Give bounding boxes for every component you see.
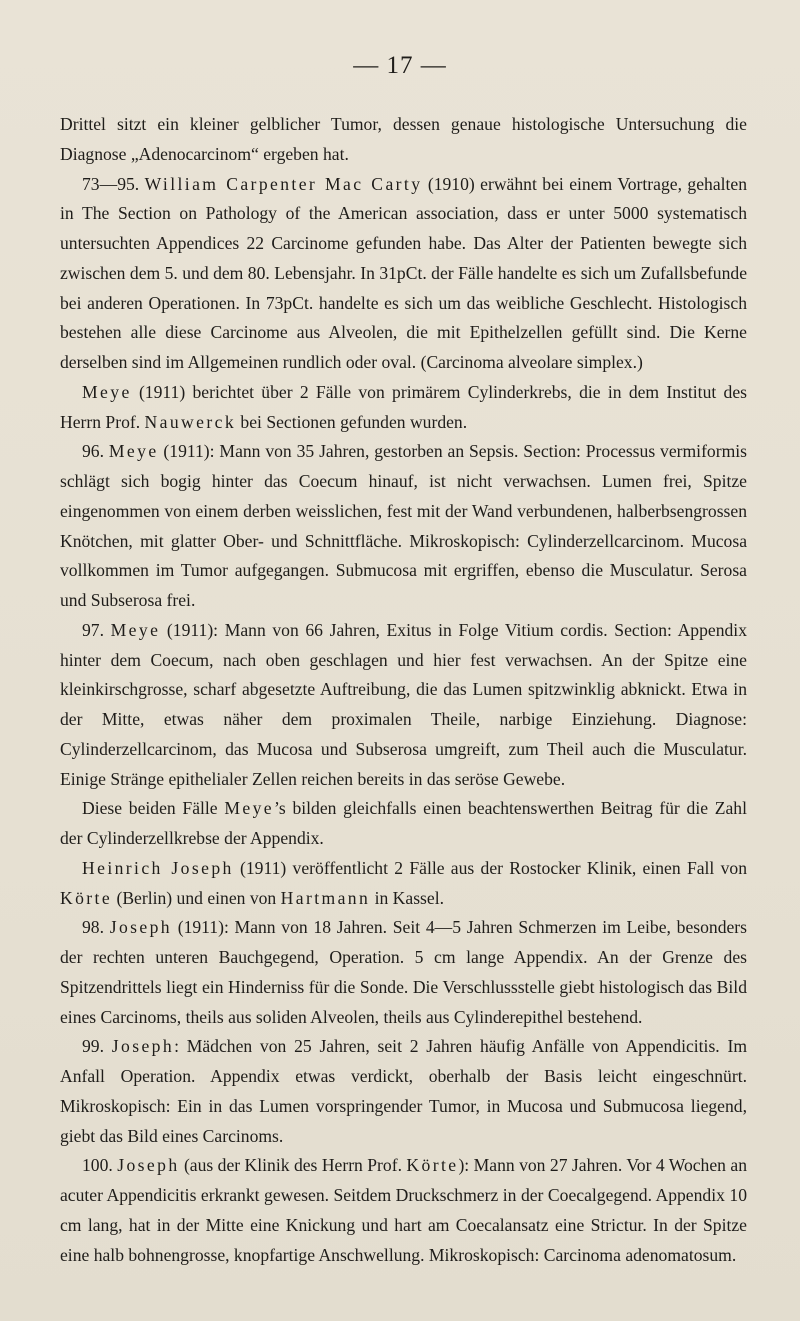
author-name: Joseph (117, 1155, 180, 1176)
author-name: Joseph (111, 1036, 175, 1057)
text-segment: 98. (82, 917, 110, 938)
paragraph-p2 (60, 378, 747, 438)
page-number: — 17 — (353, 52, 447, 79)
author-name: Meye (108, 441, 159, 462)
text-segment: 97. (82, 619, 111, 640)
author-name: Meye (82, 381, 132, 402)
author-name: Körte (60, 887, 113, 908)
paragraph-p0 (60, 110, 747, 170)
author-name: William Carpenter Mac Carty (144, 173, 423, 194)
text-segment: 96. (82, 441, 109, 462)
author-name: Meye (224, 798, 274, 819)
paragraph-p1 (60, 170, 747, 378)
text-segment: (aus der Klinik des Herrn Prof. (179, 1155, 407, 1176)
text-segment: (1911): Mann von 35 Jahren, gestorben an Sepsis. Section: Processus vermiformis schlägt sich bogig hinter das Coecum hinauf, ist nicht verwachsen. Lumen frei, Spitze eingenommen von einem derben weisslichen, fest mit der Wand verbundenen, halberbsengrossen Knötchen, mit glatter Ober- und Schnittfläche. Mikroskopisch: Cylinderzellcarcinom. Mucosa vollkommen im Tumor aufgegangen. Submucosa mit ergriffen, ebenso die Musculatur. Serosa und Subserosa frei. (60, 441, 748, 610)
author-name: Körte (406, 1155, 459, 1176)
paragraph-p7 (60, 913, 747, 1032)
text-segment: (1911) veröffentlicht 2 Fälle aus der Rostocker Klinik, einen Fall von (233, 857, 747, 878)
author-name: Hartmann (280, 887, 371, 908)
text-segment: 73—95. (82, 173, 145, 194)
author-name: Meye (110, 619, 161, 640)
text-segment: (1911): Mann von 66 Jahren, Exitus in Folge Vitium cordis. Section: Appendix hinter dem Coecum, nach oben geschlagen und hier fest verwachsen. An der Spitze eine kleinkirschgrosse, scharf abgesetzte Auftreibung, die das Lumen spitzwinklig abknickt. Etwa in der Mitte, etwas näher dem proximalen Theile, narbige Einziehung. Diagnose: Cylinderzellcarcinom, das Mucosa und Subserosa umgreift, zum Theil auch die Musculatur. Einige Stränge epithelialer Zellen reichen bereits in das seröse Gewebe. (60, 619, 747, 789)
text-segment: (Berlin) und einen von (112, 887, 281, 908)
text-segment: ): Mann von 27 Jahren. Vor 4 Wochen an acuter Appendicitis erkrankt gewesen. Seitdem Druckschmerz in der Coecalgegend. Appendix 10 cm lang, hat in der Mitte eine Knickung und hart am Coecalansatz eine Strictur. In der Spitze eine halb bohnengrosse, knopfartige Anschwellung. Mikroskopisch: Carcinoma adenomatosum. (60, 1155, 747, 1265)
author-name: Heinrich Joseph (82, 857, 234, 878)
paragraph-p9 (60, 1151, 747, 1270)
paragraph-p3 (60, 437, 747, 616)
paragraph-p4 (60, 616, 747, 795)
author-name: Nauwerck (144, 411, 237, 432)
text-segment: ’s bilden gleichfalls einen beachtenswerthen Beitrag für die Zahl der Cylinderzellkrebse der Appendix. (60, 798, 747, 848)
text-segment: 100. (82, 1155, 118, 1176)
text-segment: : Mädchen von 25 Jahren, seit 2 Jahren häufig Anfälle von Appendicitis. Im Anfall Operation. Appendix etwas verdickt, oberhalb der Basis leicht eingeschnürt. Mikroskopisch: Ein in das Lumen vorspringender Tumor, in Mucosa und Submucosa liegend, giebt das Bild eines Carcinoms. (60, 1036, 747, 1146)
text-segment: bei Sectionen gefunden wurden. (236, 411, 468, 432)
text-segment: (1910) erwähnt bei einem Vortrage, gehalten in The Section on Pathology of the American association, dass er unter 5000 systematisch untersuchten Appendices 22 Carcinome gefunden habe. Das Alter der Patienten bewegte sich zwischen dem 5. und dem 80. Lebensjahr. In 31pCt. der Fälle handelte es sich um Zufallsbefunde bei anderen Operationen. In 73pCt. handelte es sich um das weibliche Geschlecht. Histologisch bestehen alle diese Carcinome aus Alveolen, die mit Epithelzellen gefüllt sind. Die Kerne derselben sind im Allgemeinen rundlich oder oval. (Carcinoma alveolare simplex.) (60, 173, 748, 372)
body-text (60, 110, 747, 1270)
text-segment: Drittel sitzt ein kleiner gelblicher Tumor, dessen genaue histologische Untersuchung die Diagnose „Adenocarcinom“ ergeben hat. (60, 114, 747, 164)
text-segment: (1911) berichtet über 2 Fälle von primärem Cylinderkrebs, die in dem Institut des Herrn Prof. (60, 381, 747, 432)
text-segment: in Kassel. (370, 887, 444, 908)
paragraph-p5 (60, 794, 747, 854)
author-name: Joseph (109, 917, 172, 938)
paragraph-p6 (60, 854, 747, 914)
text-segment: (1911): Mann von 18 Jahren. Seit 4—5 Jahren Schmerzen im Leibe, besonders der rechten unteren Bauchgegend, Operation. 5 cm lange Appendix. An der Grenze des Spitzendrittels liegt ein Hinderniss für die Sonde. Die Verschlussstelle giebt histologisch das Bild eines Carcinoms, theils aus soliden Alveolen, theils aus Cylinderepithel bestehend. (60, 917, 748, 1027)
paragraph-p8 (60, 1032, 747, 1151)
text-segment: Diese beiden Fälle (82, 798, 225, 819)
text-segment: 99. (82, 1036, 112, 1057)
